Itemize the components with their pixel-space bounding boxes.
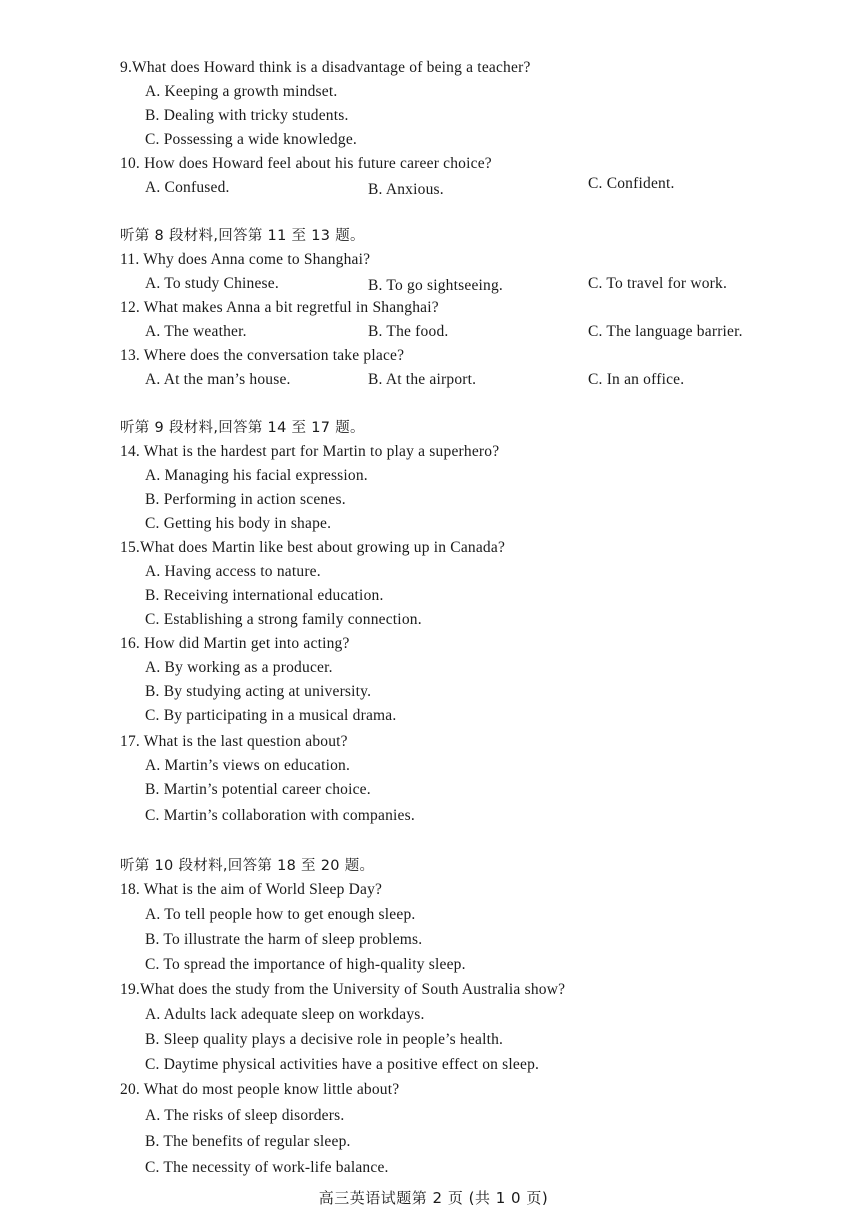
- q11-option-b: B. To go sightseeing.: [368, 277, 504, 294]
- q20-option-c: C. The necessity of work-life balance.: [145, 1159, 389, 1176]
- q10-option-b: B. Anxious.: [368, 181, 444, 198]
- q20-option-b: B. The benefits of regular sleep.: [145, 1133, 351, 1150]
- q16-option-b: B. By studying acting at university.: [145, 683, 372, 700]
- q13-option-b: B. At the airport.: [368, 371, 477, 388]
- q11-option-c: C. To travel for work.: [588, 275, 728, 292]
- q12-option-c: C. The language barrier.: [588, 323, 743, 340]
- question-11-stem: 11. Why does Anna come to Shanghai?: [120, 251, 371, 268]
- question-16-stem: 16. How did Martin get into acting?: [120, 635, 350, 652]
- q17-option-a: A. Martin’s views on education.: [145, 757, 351, 774]
- section-9-heading: 听第 9 段材料,回答第 14 至 17 题。: [120, 420, 365, 436]
- question-20-stem: 20. What do most people know little about?: [120, 1081, 400, 1098]
- q14-option-a: A. Managing his facial expression.: [145, 467, 368, 484]
- q15-option-a: A. Having access to nature.: [145, 563, 321, 580]
- q15-option-c: C. Establishing a strong family connection.: [145, 611, 422, 628]
- question-12-stem: 12. What makes Anna a bit regretful in Shanghai?: [120, 299, 439, 316]
- q9-option-b: B. Dealing with tricky students.: [145, 107, 349, 124]
- question-10-stem: 10. How does Howard feel about his future career choice?: [120, 155, 492, 172]
- q17-option-c: C. Martin’s collaboration with companies.: [145, 807, 415, 824]
- question-9-stem: 9.What does Howard think is a disadvantage of being a teacher?: [120, 59, 531, 76]
- q13-option-a: A. At the man’s house.: [145, 371, 291, 388]
- q11-option-a: A. To study Chinese.: [145, 275, 279, 292]
- q10-option-a: A. Confused.: [145, 179, 230, 196]
- question-18-stem: 18. What is the aim of World Sleep Day?: [120, 881, 383, 898]
- q9-option-c: C. Possessing a wide knowledge.: [145, 131, 357, 148]
- question-17-stem: 17. What is the last question about?: [120, 733, 348, 750]
- section-8-heading: 听第 8 段材料,回答第 11 至 13 题。: [120, 228, 365, 244]
- q19-option-b: B. Sleep quality plays a decisive role in people’s health.: [145, 1031, 504, 1048]
- q17-option-b: B. Martin’s potential career choice.: [145, 781, 371, 798]
- section-10-heading: 听第 10 段材料,回答第 18 至 20 题。: [120, 858, 375, 874]
- q16-option-a: A. By working as a producer.: [145, 659, 333, 676]
- q10-option-c: C. Confident.: [588, 175, 675, 192]
- page-footer: 高三英语试题第 2 页 (共 1 0 页): [318, 1189, 549, 1207]
- question-13-stem: 13. Where does the conversation take place?: [120, 347, 405, 364]
- question-15-stem: 15.What does Martin like best about growing up in Canada?: [120, 539, 506, 556]
- q15-option-b: B. Receiving international education.: [145, 587, 384, 604]
- q9-option-a: A. Keeping a growth mindset.: [145, 83, 338, 100]
- q18-option-b: B. To illustrate the harm of sleep problems.: [145, 931, 423, 948]
- q13-option-c: C. In an office.: [588, 371, 685, 388]
- q20-option-a: A. The risks of sleep disorders.: [145, 1107, 345, 1124]
- q12-option-a: A. The weather.: [145, 323, 247, 340]
- q16-option-c: C. By participating in a musical drama.: [145, 707, 397, 724]
- question-19-stem: 19.What does the study from the University of South Australia show?: [120, 981, 566, 998]
- q14-option-c: C. Getting his body in shape.: [145, 515, 332, 532]
- q18-option-c: C. To spread the importance of high-quality sleep.: [145, 956, 466, 973]
- q19-option-a: A. Adults lack adequate sleep on workdays.: [145, 1006, 425, 1023]
- q14-option-b: B. Performing in action scenes.: [145, 491, 346, 508]
- q18-option-a: A. To tell people how to get enough sleep.: [145, 906, 416, 923]
- q12-option-b: B. The food.: [368, 323, 449, 340]
- question-14-stem: 14. What is the hardest part for Martin to play a superhero?: [120, 443, 500, 460]
- q19-option-c: C. Daytime physical activities have a positive effect on sleep.: [145, 1056, 540, 1073]
